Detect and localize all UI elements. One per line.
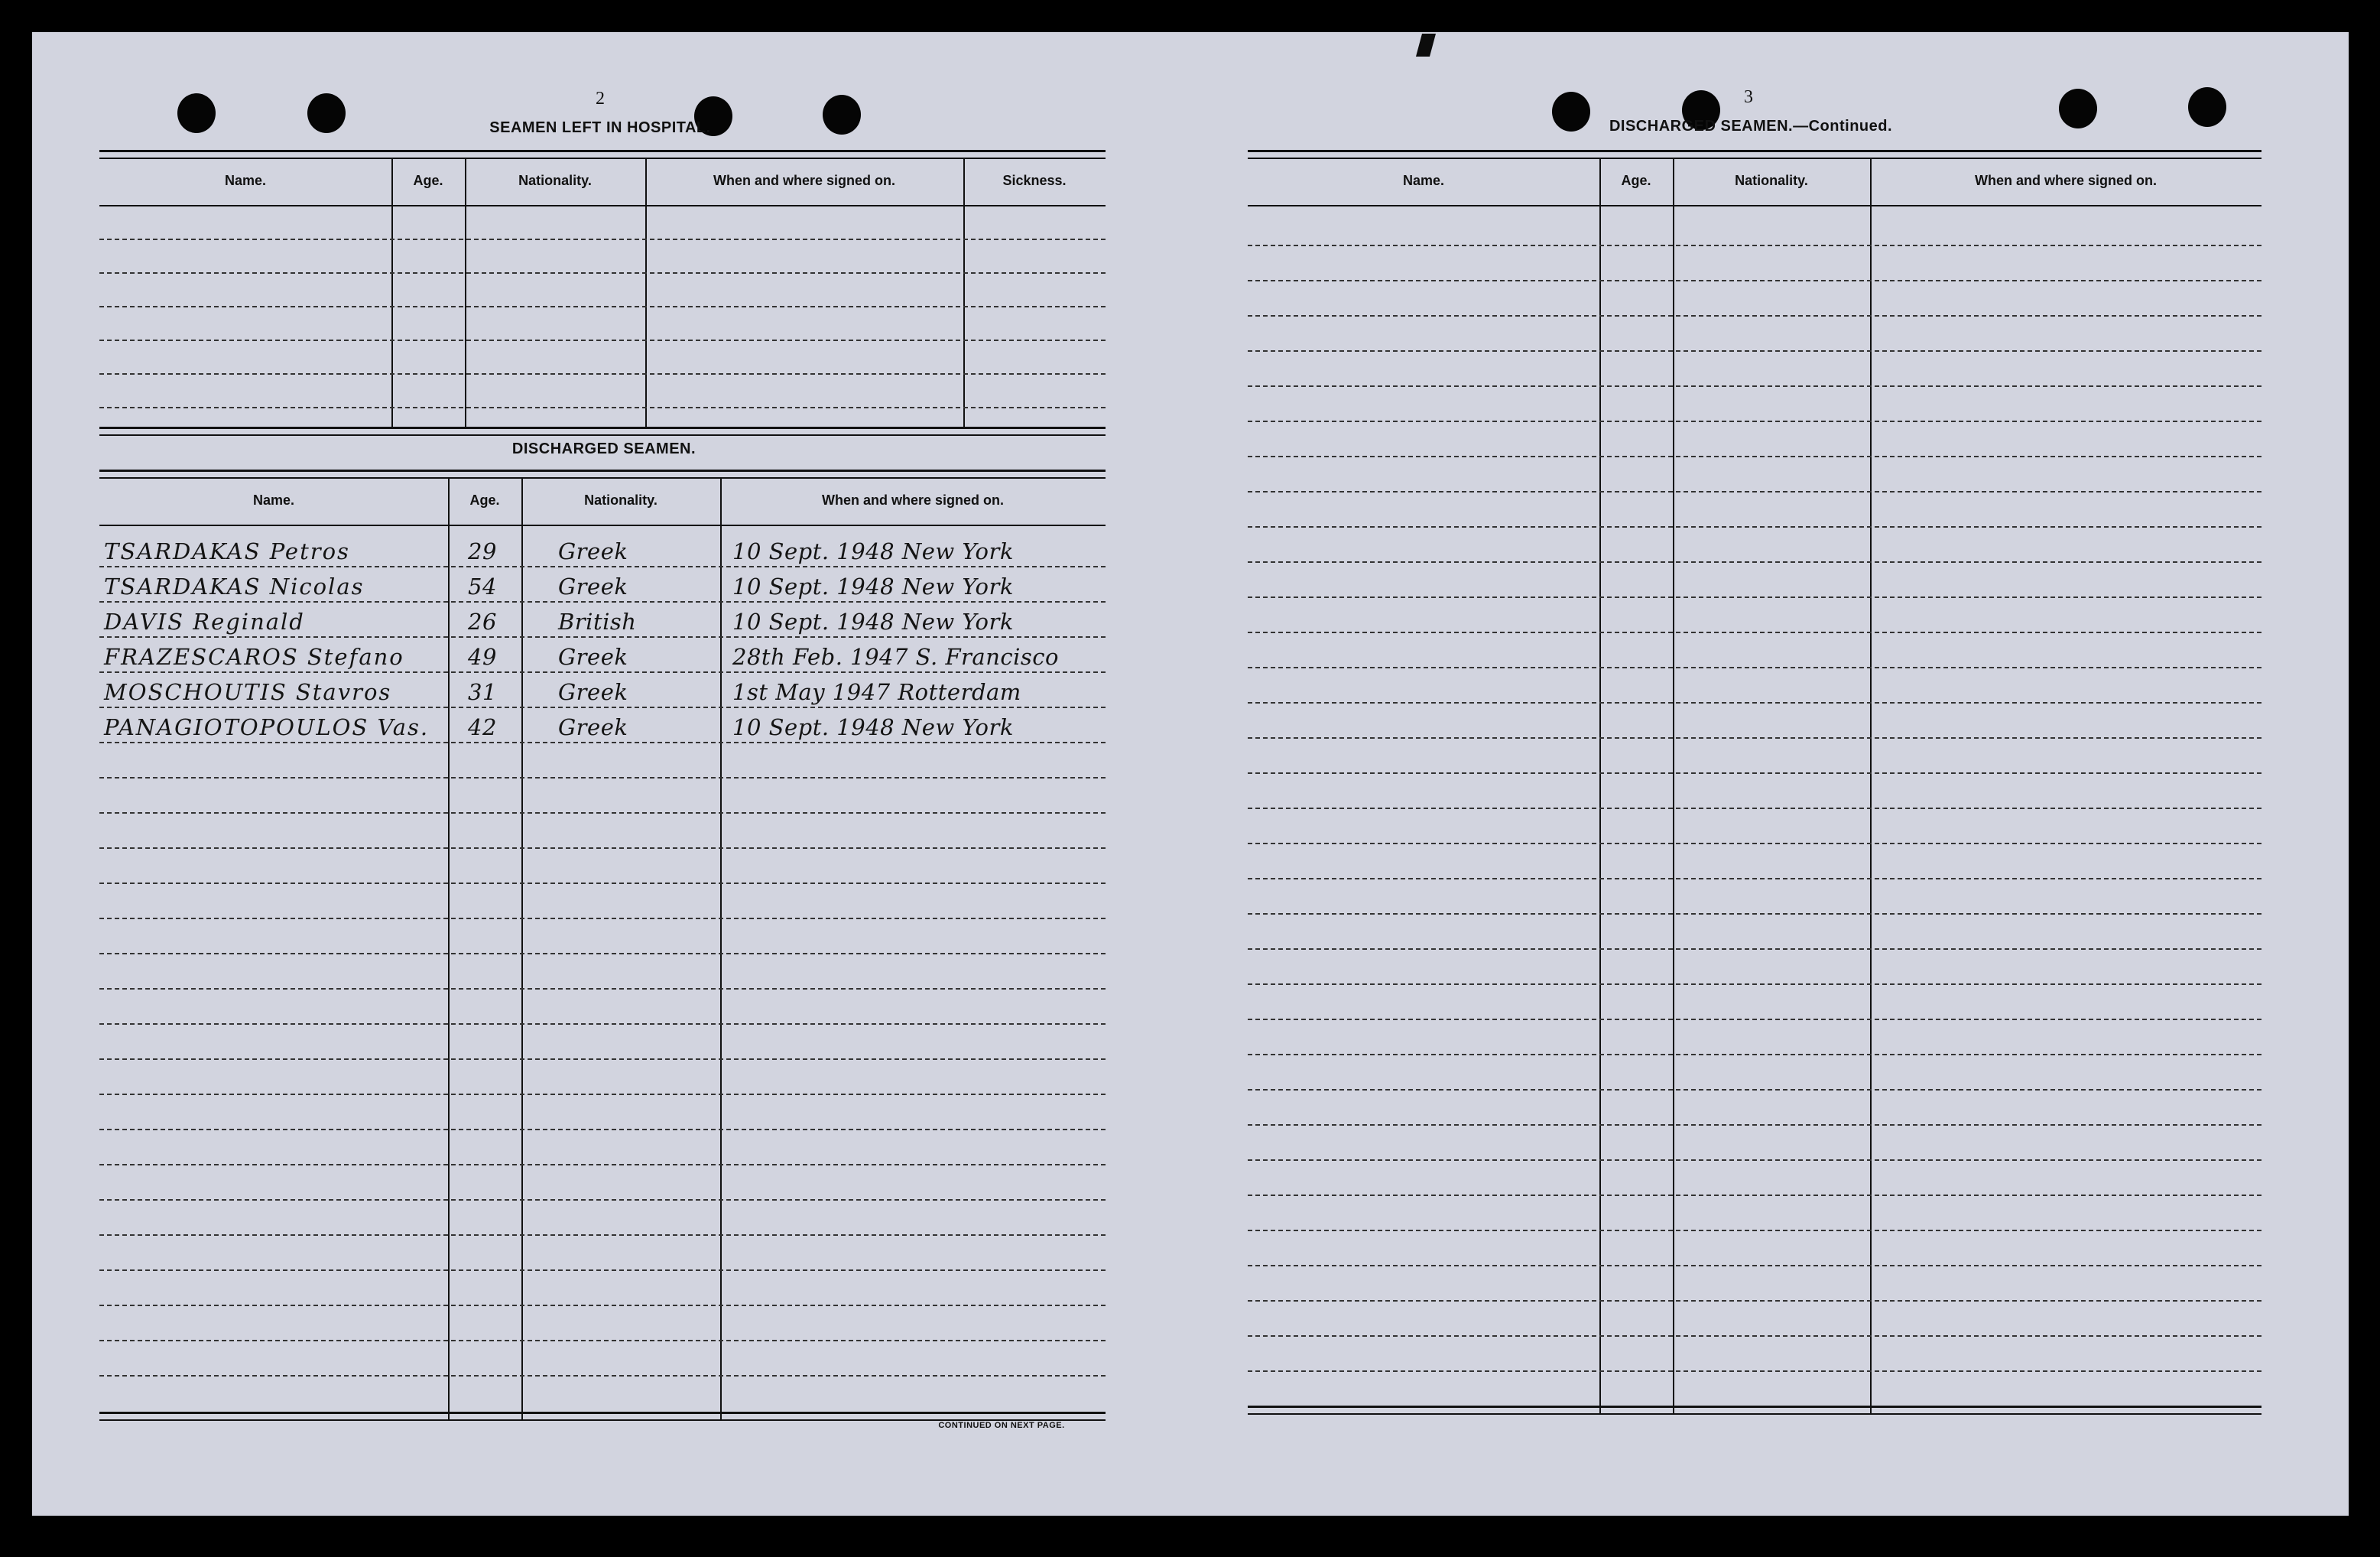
hospital-table: [99, 150, 1106, 436]
continued-footer: CONTINUED ON NEXT PAGE.: [938, 1421, 1065, 1430]
hospital-col-name: Name.: [224, 173, 267, 188]
continued-col-age: Age.: [1621, 173, 1651, 188]
table-row-age: 54: [468, 574, 497, 600]
punch-hole: [177, 93, 216, 133]
table-row-name: TSARDAKAS Petros: [104, 538, 350, 564]
hospital-section-title: SEAMEN LEFT IN HOSPITAL.: [489, 119, 711, 136]
table-row-age: 29: [468, 538, 497, 564]
table-row-name: DAVIS Reginald: [104, 609, 305, 635]
table-row-age: 49: [468, 644, 497, 670]
table-row-signed-on: 1st May 1947 Rotterdam: [732, 679, 1021, 705]
discharged-section-title: DISCHARGED SEAMEN.: [511, 440, 696, 457]
table-row-name: FRAZESCAROS Stefano: [104, 644, 404, 670]
table-row-signed-on: 28th Feb. 1947 S. Francisco: [732, 644, 1059, 670]
table-row-age: 31: [468, 679, 497, 705]
hospital-col-nationality: Nationality.: [518, 173, 592, 188]
table-row-nationality: Greek: [558, 644, 628, 670]
discharged-col-age: Age.: [469, 492, 500, 508]
page-number-left: 2: [596, 89, 605, 109]
table-row-signed-on: 10 Sept. 1948 New York: [732, 714, 1014, 740]
table-row-signed-on: 10 Sept. 1948 New York: [732, 609, 1014, 635]
table-row-name: MOSCHOUTIS Stavros: [104, 679, 392, 705]
discharged-continued-table: [1248, 150, 2261, 1422]
table-row-age: 26: [468, 609, 497, 635]
punch-hole: [823, 95, 861, 135]
punch-hole: [2059, 89, 2097, 128]
table-row-signed-on: 10 Sept. 1948 New York: [732, 538, 1014, 564]
continued-col-name: Name.: [1402, 173, 1445, 188]
table-row-nationality: Greek: [558, 679, 628, 705]
continued-col-nationality: Nationality.: [1735, 173, 1808, 188]
hospital-col-age: Age.: [413, 173, 443, 188]
table-row-nationality: Greek: [558, 714, 628, 740]
table-row-name: TSARDAKAS Nicolas: [104, 574, 365, 600]
discharged-col-name: Name.: [252, 492, 295, 508]
hospital-col-sickness: Sickness.: [1002, 173, 1067, 188]
table-row-age: 42: [468, 714, 497, 740]
discharged-col-signed-on: When and where signed on.: [821, 492, 1005, 508]
hospital-col-signed-on: When and where signed on.: [713, 173, 896, 188]
table-row-signed-on: 10 Sept. 1948 New York: [732, 574, 1014, 600]
table-row-name: PANAGIOTOPOULOS Vas.: [104, 714, 430, 740]
discharged-continued-title: DISCHARGED SEAMEN.—Continued.: [1609, 118, 1893, 135]
discharged-table: [99, 470, 1106, 1429]
table-row-nationality: Greek: [558, 574, 628, 600]
table-row-nationality: British: [558, 609, 637, 635]
discharged-col-nationality: Nationality.: [584, 492, 658, 508]
punch-hole: [307, 93, 346, 133]
page-number-right: 3: [1744, 87, 1753, 107]
continued-col-signed-on: When and where signed on.: [1974, 173, 2158, 188]
punch-hole: [2188, 87, 2226, 127]
table-row-nationality: Greek: [558, 538, 628, 564]
